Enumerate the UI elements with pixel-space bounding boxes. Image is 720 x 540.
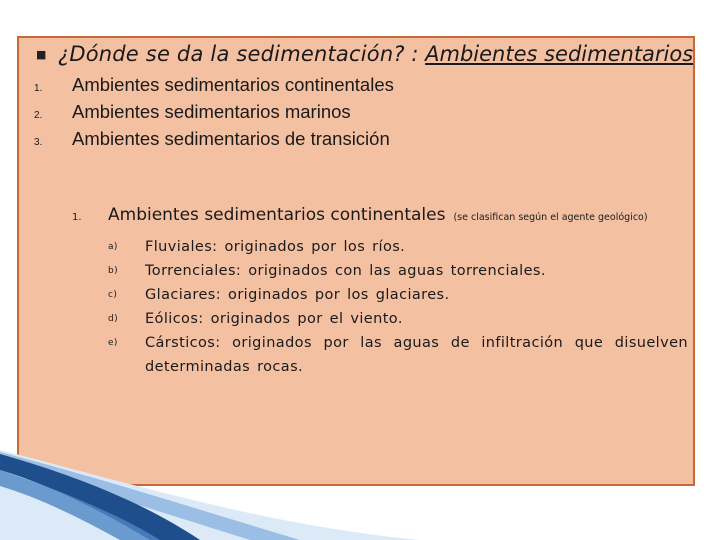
list-number: 2. xyxy=(34,110,43,121)
title-separator: : xyxy=(404,42,426,66)
list-text: Ambientes sedimentarios continentales xyxy=(72,74,394,95)
continental-types-list xyxy=(108,235,688,379)
square-bullet-icon: ■ xyxy=(36,47,47,61)
list-item xyxy=(34,101,394,128)
list-item xyxy=(34,74,394,101)
list-number: 1. xyxy=(34,83,43,94)
title-link[interactable]: Ambientes sedimentarios xyxy=(425,42,694,66)
list-item xyxy=(108,259,688,283)
list-number: 3. xyxy=(34,137,43,148)
list-text: Eólicos: originados por el viento. xyxy=(145,311,403,327)
list-letter: d) xyxy=(108,314,119,324)
subsection-heading xyxy=(72,205,648,225)
list-text: Glaciares: originados por los glaciares. xyxy=(145,287,450,303)
list-letter: c) xyxy=(108,290,118,300)
list-text: Torrenciales: originados con las aguas torrenciales. xyxy=(145,263,546,279)
decorative-swoosh xyxy=(0,440,720,540)
list-text: Fluviales: originados por los ríos. xyxy=(145,239,406,255)
list-letter: a) xyxy=(108,242,118,252)
list-letter: b) xyxy=(108,266,119,276)
environment-list xyxy=(34,74,394,155)
list-item xyxy=(34,128,394,155)
slide-title xyxy=(36,38,696,70)
list-item xyxy=(108,307,688,331)
list-text: Ambientes sedimentarios de transición xyxy=(72,128,390,149)
list-item xyxy=(108,331,688,379)
subsection-number: 1. xyxy=(72,212,82,223)
list-item xyxy=(108,283,688,307)
list-letter: e) xyxy=(108,338,118,348)
subsection-note: (se clasifican según el agente geológico) xyxy=(453,212,648,223)
title-question: ¿Dónde se da la sedimentación? xyxy=(58,42,405,66)
list-text: Ambientes sedimentarios marinos xyxy=(72,101,351,122)
subsection-title: Ambientes sedimentarios continentales xyxy=(108,205,446,225)
list-text: Cársticos: originados por las aguas de infiltración que disuelven determinadas rocas. xyxy=(145,335,688,375)
list-item xyxy=(108,235,688,259)
